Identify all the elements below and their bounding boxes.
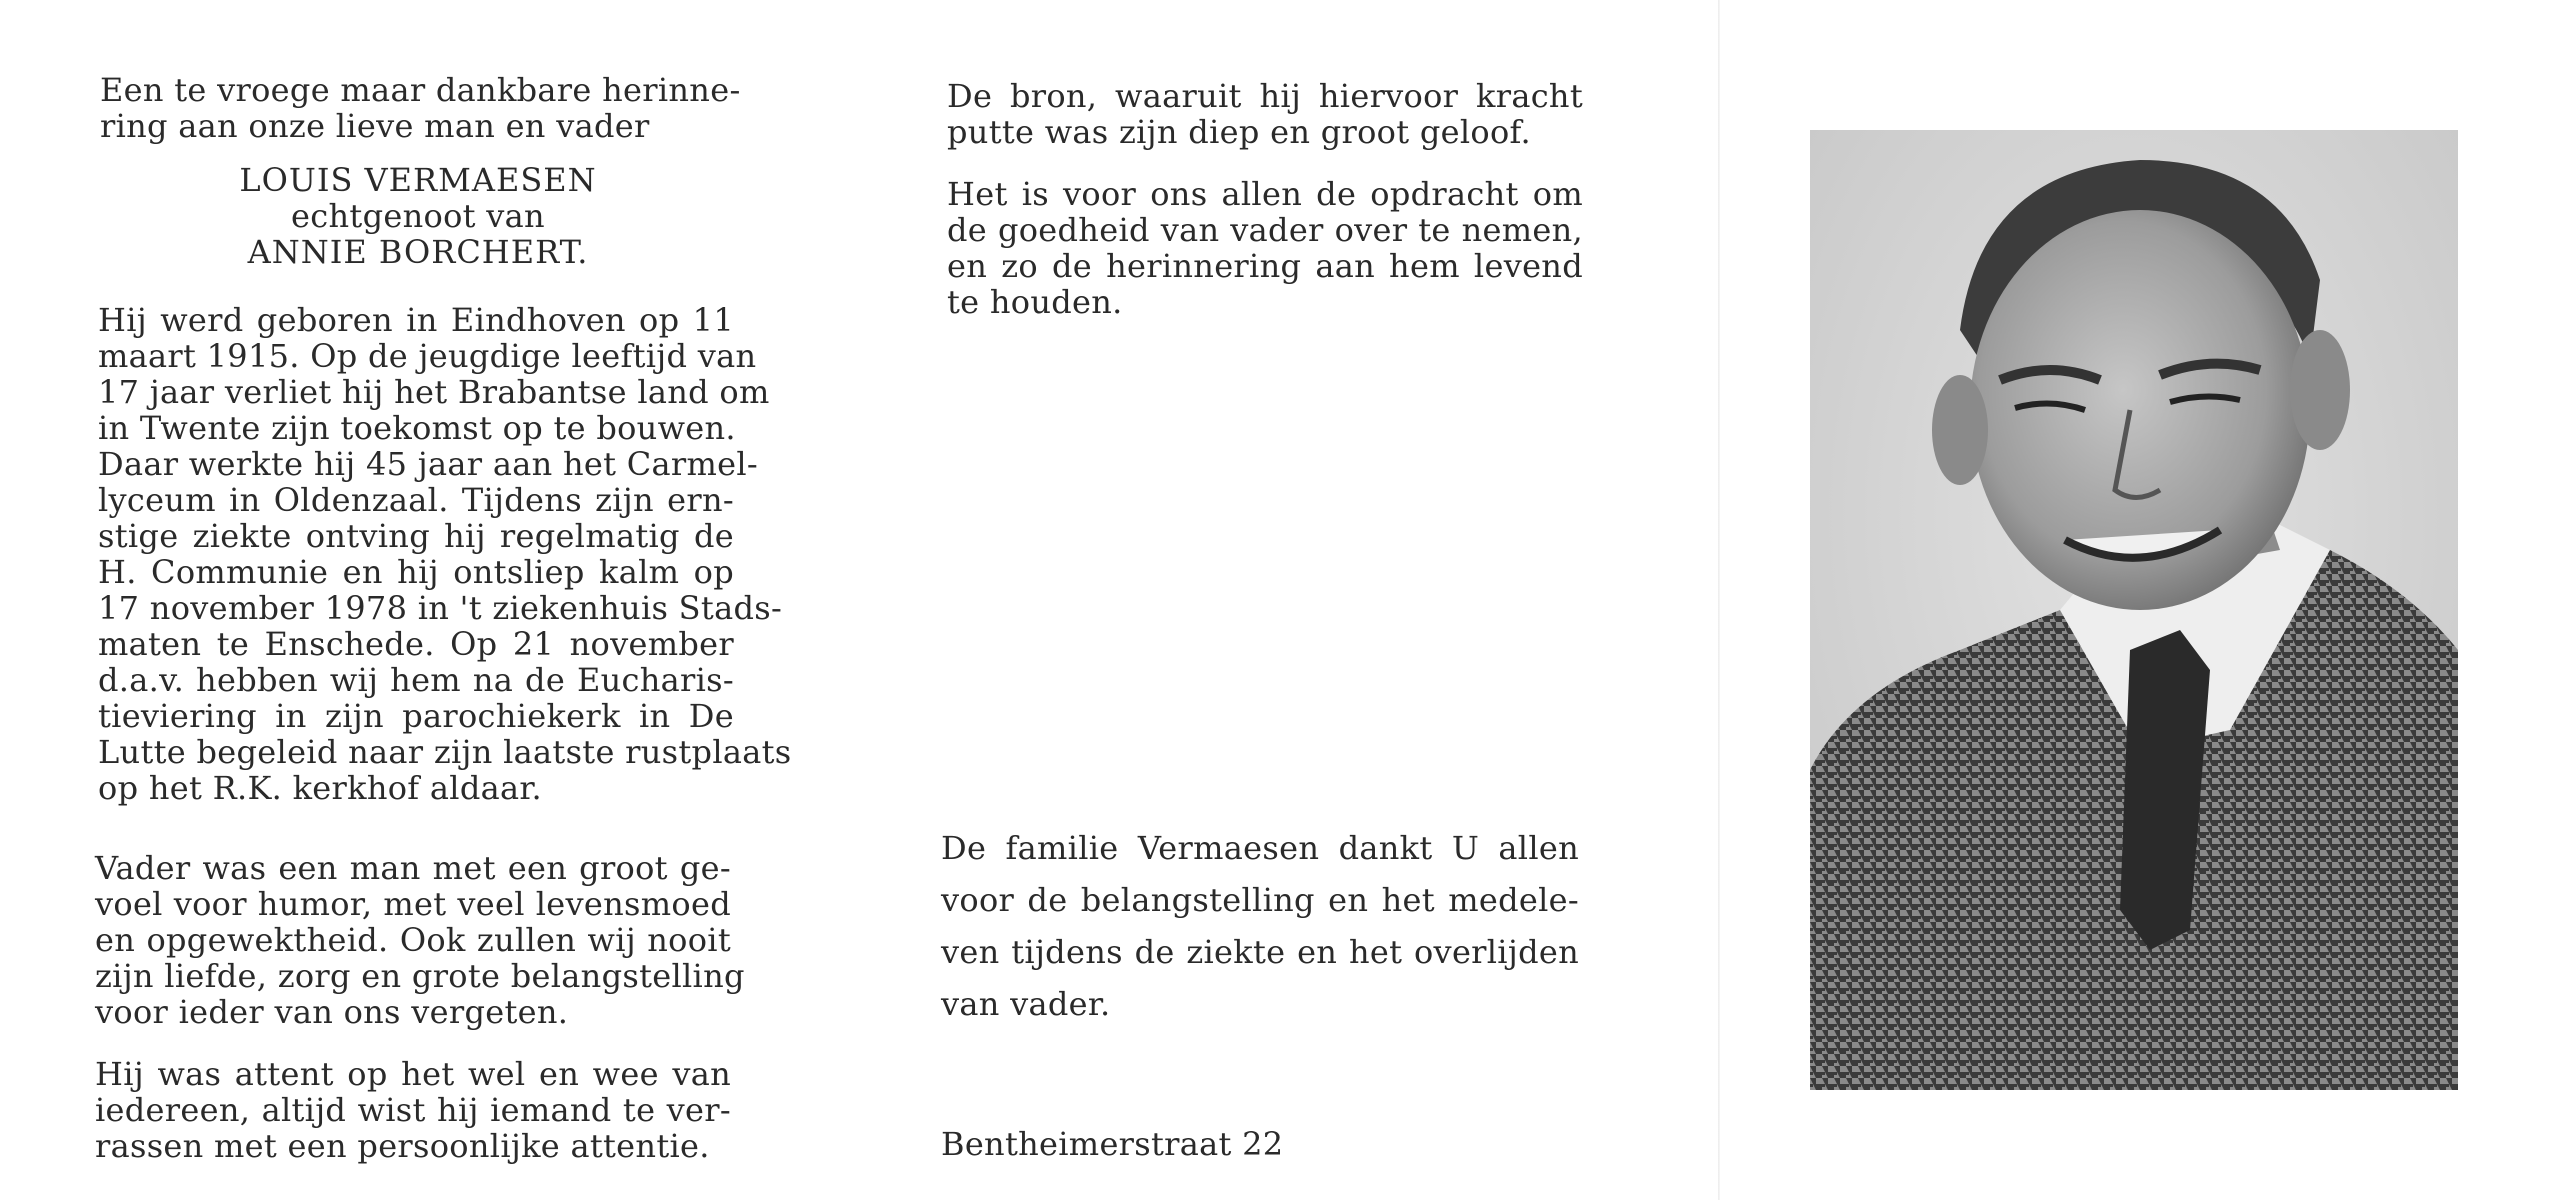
character-line: Vader was een man met een groot ge-	[95, 849, 731, 887]
biography-line: d.a.v. hebben wij hem na de Eucharis-	[98, 661, 734, 699]
mission-line: te houden.	[947, 283, 1123, 321]
biography-line: in Twente zijn toekomst op te bouwen.	[98, 409, 736, 447]
mission-paragraph	[947, 176, 1583, 320]
biography-line: Daar werkte hij 45 jaar aan het Carmel-	[98, 445, 759, 483]
mission-line: Het is voor ons allen de opdracht om	[947, 175, 1583, 213]
intro-line: Een te vroege maar dankbare herinne-	[100, 71, 741, 109]
biography-line: maart 1915. Op de jeugdige leeftijd van	[98, 337, 757, 375]
attention-line: iedereen, altijd wist hij iemand te ver-	[95, 1091, 731, 1129]
name-block	[100, 162, 736, 270]
character-line: zijn liefde, zorg en grote belangstelling	[95, 957, 745, 995]
character-line: voor ieder van ons vergeten.	[95, 993, 569, 1031]
faith-paragraph	[947, 78, 1583, 150]
spouse-relation: echtgenoot van	[291, 197, 545, 235]
mission-line: de goedheid van vader over te nemen,	[947, 211, 1583, 249]
intro-paragraph	[100, 71, 741, 145]
biography-paragraph	[98, 301, 792, 807]
thanks-line: De familie Vermaesen dankt U allen	[941, 829, 1579, 867]
character-line: en opgewektheid. Ook zullen wij nooit	[95, 921, 731, 959]
biography-line: Lutte begeleid naar zijn laatste rustplaats	[98, 733, 792, 771]
portrait-photo	[1810, 130, 2458, 1090]
thanks-paragraph	[941, 822, 1579, 1030]
fold-divider	[1718, 0, 1720, 1200]
biography-line: op het R.K. kerkhof aldaar.	[98, 769, 542, 807]
biography-line: maten te Enschede. Op 21 november	[98, 625, 734, 663]
mission-line: en zo de herinnering aan hem levend	[947, 247, 1583, 285]
intro-line: ring aan onze lieve man en vader	[100, 107, 650, 145]
address-text: Bentheimerstraat 22	[941, 1125, 1284, 1163]
faith-line: putte was zijn diep en groot geloof.	[947, 113, 1532, 151]
biography-line: 17 jaar verliet hij het Brabantse land om	[98, 373, 770, 411]
thanks-line: van vader.	[941, 985, 1111, 1023]
biography-line: stige ziekte ontving hij regelmatig de	[98, 517, 734, 555]
thanks-line: ven tijdens de ziekte en het overlijden	[941, 933, 1579, 971]
attention-line: Hij was attent op het wel en wee van	[95, 1055, 731, 1093]
attention-line: rassen met een persoonlijke attentie.	[95, 1127, 710, 1165]
thanks-line: voor de belangstelling en het medele-	[941, 881, 1579, 919]
deceased-name: LOUIS VERMAESEN	[239, 161, 597, 199]
left-ear	[1932, 375, 1988, 485]
biography-line: lyceum in Oldenzaal. Tijdens zijn ern-	[98, 481, 734, 519]
spouse-name: ANNIE BORCHERT.	[247, 233, 589, 271]
biography-line: 17 november 1978 in 't ziekenhuis Stads-	[98, 589, 783, 627]
address	[941, 1126, 1441, 1162]
character-line: voel voor humor, met veel levensmoed	[95, 885, 731, 923]
character-paragraph	[95, 849, 745, 1031]
biography-line: tieviering in zijn parochiekerk in De	[98, 697, 734, 735]
biography-line: H. Communie en hij ontsliep kalm op	[98, 553, 734, 591]
biography-line: Hij werd geboren in Eindhoven op 11	[98, 301, 734, 339]
faith-line: De bron, waaruit hij hiervoor kracht	[947, 77, 1583, 115]
attention-paragraph	[95, 1056, 731, 1164]
right-ear	[2290, 330, 2350, 450]
